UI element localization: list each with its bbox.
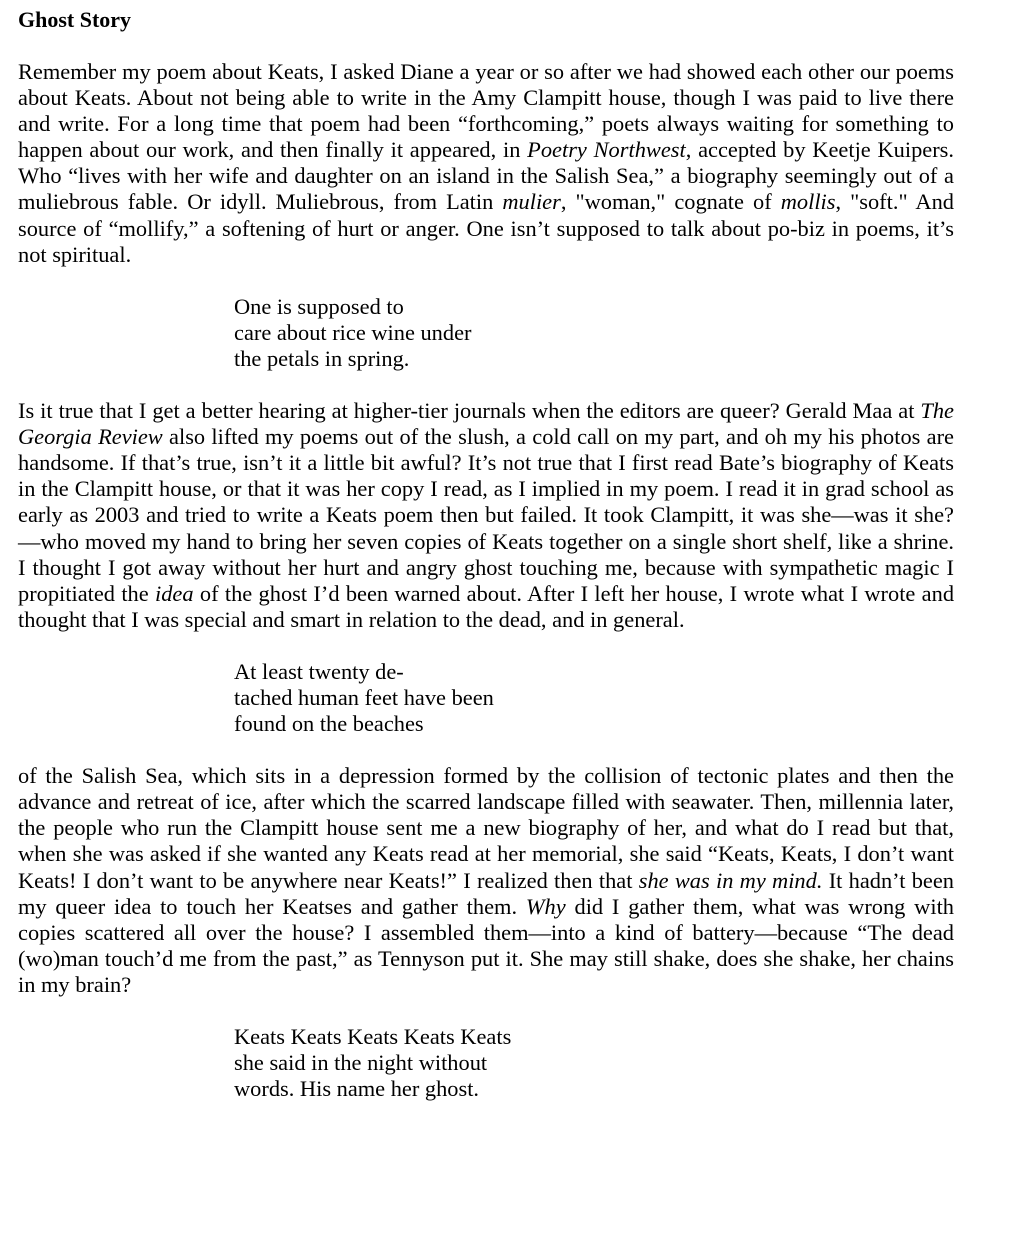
stanza-2-line: tached human feet have been xyxy=(234,684,494,710)
stanza-3-line: Keats Keats Keats Keats Keats xyxy=(234,1024,512,1049)
stanza-2 xyxy=(234,659,954,737)
stanza-3 xyxy=(234,1024,954,1102)
paragraph-2-text-c: also lifted my poems out of the slush, a cold call on my part, and oh my his photos are handsome. If that’s true, isn’t it a little bit awful? It’s not true that I first read Bate’s biography of Keats in the Clampitt house, or that it was her copy I read, as I implied in my poem. I read it in grad school as early as 2003 and tried to write a Keats poem then but failed. It took Clampitt, it was she—was it she?—who moved my hand to bring her seven copies of Keats together on a single short shelf, like a shrine. I thought I got away without her hurt and angry ghost touching me, because with sympathetic magic I propitiated the xyxy=(18,424,954,606)
poem-title: Ghost Story xyxy=(18,7,132,32)
latin-word-mollis: mollis xyxy=(780,189,836,215)
paragraph-3 xyxy=(18,763,954,998)
paragraph-2-text-a: Is it true that I get a better hearing at higher-tier journals when the editors are queer? Gerald Maa at xyxy=(18,398,921,424)
stanza-1-line: One is supposed to xyxy=(234,293,404,319)
paragraph-1 xyxy=(18,59,954,268)
emphasis-she-was-in-my-mind: she was in my mind. xyxy=(638,867,823,893)
journal-title-georgia-review: The Georgia Review xyxy=(18,398,954,450)
stanza-1-line: the petals in spring. xyxy=(234,345,410,371)
paragraph-1-text-a: Remember my poem about Keats, I asked Diane a year or so after we had showed each other our poems about Keats. About not being able to write in the Amy Clampitt house, though I was paid to live there and write. For a long time that poem had been “forthcoming,” poets always waiting for something to happen about our work, and then finally it appeared, in xyxy=(18,59,954,163)
emphasis-idea: idea xyxy=(155,580,194,606)
paragraph-1-text-c: , accepted by Keetje Kuipers. Who “lives with her wife and daughter on an island in the Salish Sea,” a biography seemingly out of a muliebrous fable. Or idyll. Muliebrous, from Latin xyxy=(18,137,954,215)
paragraph-1-text-g: , "soft." And source of “mollify,” a softening of hurt or anger. One isn’t supposed to talk about po-biz in poems, it’s not spiritual. xyxy=(18,189,954,267)
paragraph-2-text-e: of the ghost I’d been warned about. After I left her house, I wrote what I wrote and thought that I was special and smart in relation to the dead, and in general. xyxy=(18,580,955,632)
stanza-2-line: found on the beaches xyxy=(234,711,424,737)
stanza-1-line: care about rice wine under xyxy=(234,319,472,345)
journal-title-poetry-northwest: Poetry Northwest xyxy=(527,137,686,163)
paragraph-3-text-a: of the Salish Sea, which sits in a depression formed by the collision of tectonic plates and then the advance and retreat of ice, after which the scarred landscape filled with seawater. Then, millennia later, the people who run the Clampitt house sent me a new biography of her, and what do I read but that, when she was asked if she wanted any Keats read at her memorial, she said “Keats, Keats, I don’t want Keats! I don’t want to be anywhere near Keats!” I realized then that xyxy=(18,763,954,893)
paragraph-1-text-e: , "woman," cognate of xyxy=(560,189,781,215)
stanza-3-line: words. His name her ghost. xyxy=(234,1076,480,1102)
paragraph-3-text-c: It hadn’t been my queer idea to touch her Keatses and gather them. xyxy=(18,867,954,919)
stanza-2-line: At least twenty de- xyxy=(234,658,404,684)
paragraph-3-text-e: did I gather them, what was wrong with copies scattered all over the house? I assembled them—into a kind of battery—because “The dead (wo)man touch’d me from the past,” as Tennyson put it. She may still shake, does she shake, her chains in my brain? xyxy=(18,893,954,997)
latin-word-mulier: mulier xyxy=(502,189,561,215)
emphasis-why: Why xyxy=(525,893,566,919)
paragraph-2 xyxy=(18,398,954,633)
stanza-1 xyxy=(234,294,954,372)
document xyxy=(18,7,954,1128)
stanza-3-line: she said in the night without xyxy=(234,1050,488,1076)
